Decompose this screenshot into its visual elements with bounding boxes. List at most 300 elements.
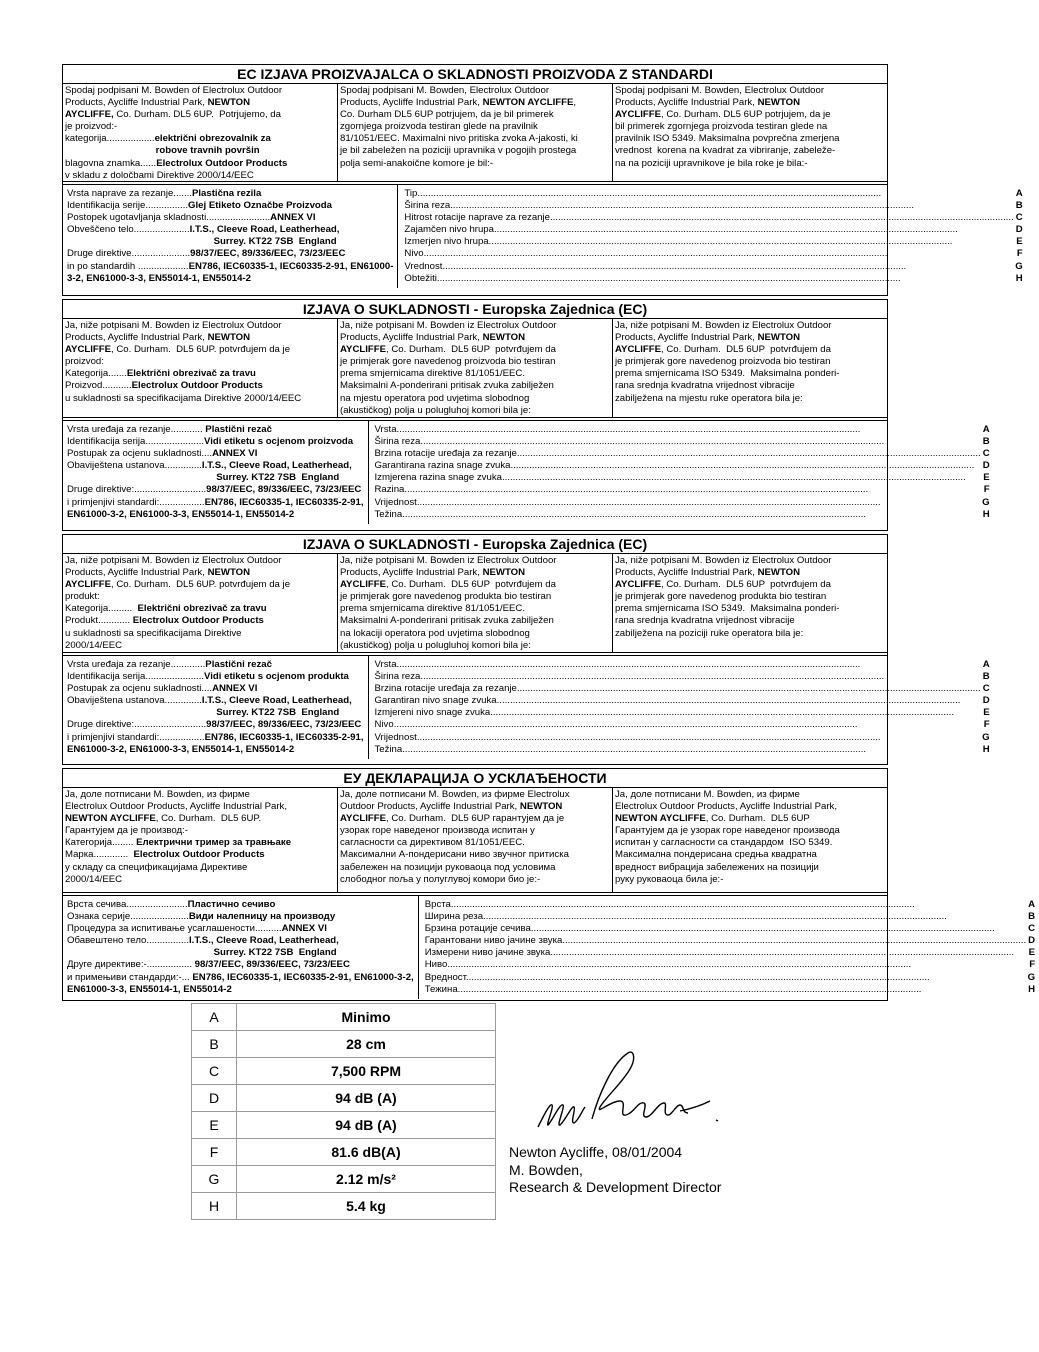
spec-value: 28 cm [237,1031,496,1058]
text-run: u sukladnosti sa specifikacijama Direktive [65,627,242,639]
declaration-columns [63,554,887,653]
text-run: ANNEX VI [212,683,258,695]
text-run: Obveščeno telo..................... [67,224,190,236]
parameter-row [375,448,990,460]
declaration-line [340,874,610,886]
parameter-label [425,899,1026,911]
text-run: EN786, IEC60335-1, IEC60335-2-91, EN61000- [188,260,394,272]
text-run: Гарантујем да је узорак горе наведеног производа [615,825,840,837]
text-run: Postupak za ocjenu sukladnosti.... [67,683,213,695]
text-run: i primjenjivi standardi:................. [67,496,205,508]
product-detail-line [67,659,364,671]
parameter-letter: D [1015,224,1023,236]
text-run: je primjerak gore navedenog proizvoda bio testiran [340,356,556,368]
parameter-name: Брзина ротације сечива [424,923,531,935]
spec-key: F [192,1139,237,1166]
parameter-letter: G [982,731,990,743]
product-detail-line [67,497,364,509]
parameter-letter: G [1027,971,1036,983]
leader-dots: .............................................................................................................................................................................. [393,719,858,731]
text-run: NEWTON [207,97,251,109]
text-run: blagovna znamka...... [65,157,157,169]
spec-row [192,1085,496,1112]
leader-dots: .............................................................................................................................................................................. [420,436,885,448]
declaration-line [65,97,335,109]
product-detail-line [67,683,364,695]
parameter-row [425,911,1035,923]
parameter-label [375,659,981,671]
parameter-list [369,421,994,524]
text-run: Vrsta naprave za rezanje....... [67,188,192,199]
declaration-column-1 [63,788,337,892]
declaration-column-1 [63,554,337,652]
parameter-row [425,923,1035,935]
declaration-line [65,133,335,145]
declaration-line [340,789,610,801]
text-run: Категорија........ [65,837,137,849]
parameter-letter: E [983,707,990,719]
text-run: 2000/14/EEC [65,639,123,651]
text-run: Products, Aycliffe Industrial Park, [65,97,208,109]
text-run: AYCLIFFE [615,109,662,121]
text-run: NEWTON [482,332,526,344]
leader-dots: .............................................................................................................................................................................. [402,508,867,520]
parameter-name: Vrsta [374,424,397,435]
parameter-row [375,683,990,695]
declaration-line [65,145,335,157]
text-run: AYCLIFFE [615,579,662,591]
declaration-line [65,356,335,368]
product-detail-line [67,460,364,472]
text-run: и примењиви стандарди:-... [67,971,193,983]
leader-dots: .............................................................................................................................................................................. [549,212,1014,224]
declaration-line [340,368,610,380]
text-run: Vidi etiketu s ocjenom proizvoda [204,436,354,448]
text-run: Products, Aycliffe Industrial Park, [65,567,208,579]
text-run: je primjerak gore navedenog proizvoda bio testiran [615,356,831,368]
spec-key: A [192,1004,237,1031]
text-run: 98/37/EEC, 89/336/EEC, 73/23/EEC [190,248,346,260]
text-run: I.T.S., Cleeve Road, Leatherhead, [189,224,340,236]
spec-row [192,1139,496,1166]
product-detail-line [67,707,364,719]
text-run: NEWTON [757,97,801,109]
text-run: NEWTON [757,332,801,344]
leader-dots: .............................................................................................................................................................................. [510,460,975,472]
product-detail-line [67,935,414,947]
parameter-row [425,935,1035,947]
leader-dots: .............................................................................................................................................................................. [420,671,885,683]
declaration-line [615,145,885,157]
text-run: prema smjernicama ISO 5349. Maksimalna ponderi- [615,368,840,380]
declaration-line [65,579,335,591]
leader-dots: .............................................................................................................................................................................. [442,260,907,272]
leader-dots: .............................................................................................................................................................................. [396,424,861,435]
text-run: Kategorija......... [65,603,138,615]
text-run: Ja, niže potpisani M. Bowden iz Electrolux Outdoor [65,555,282,566]
text-run: Spodaj podpisani M. Bowden, Electrolux Outdoor [615,85,825,96]
text-run [67,472,216,483]
text-run: EN786, IEC60335-1, IEC60335-2-91, EN61000-3-2, [192,971,414,983]
declaration-column-2 [337,84,612,181]
text-run: Električni obrezivač za travu [137,603,267,615]
declaration-line [65,380,335,392]
text-run: I.T.S., Cleeve Road, Leatherhead, [189,935,339,947]
parameter-label [425,972,1026,984]
declaration-line [340,813,610,825]
specification-details [63,185,1023,288]
declaration-line [340,332,610,344]
declaration-section-croatian-1 [62,299,990,531]
declaration-line [615,813,885,825]
declaration-line [65,158,335,170]
leader-dots: .............................................................................................................................................................................. [416,731,881,743]
parameter-letter: C [982,683,990,695]
declaration-line [615,874,885,886]
declaration-line [340,801,610,813]
product-detail-line [67,899,414,911]
parameter-letter: H [982,508,990,520]
declaration-line [65,640,335,652]
declaration-line [65,837,335,849]
declaration-line [65,813,335,825]
parameter-label [375,707,982,719]
text-run: 2000/14/EEC [65,873,123,885]
leader-dots: .............................................................................................................................................................................. [562,935,1027,947]
text-run: (akustičkog) polja u polugluhoj komori bila je: [340,404,531,416]
product-detail-line [67,911,414,923]
specification-details [63,656,990,759]
parameter-label [375,719,982,731]
declaration-line [340,628,610,640]
specification-table [191,1003,496,1220]
parameter-label [404,212,1013,224]
text-run: proizvod: [65,356,104,368]
parameter-letter: G [1015,260,1023,272]
spec-key: B [192,1031,237,1058]
text-run: robove travnih površin [155,145,260,157]
parameter-name: Вредност [424,971,466,983]
text-run: Plastični rezač [205,659,272,670]
declaration-line [615,615,885,627]
parameter-letter: E [1028,947,1036,959]
declaration-line [340,97,610,109]
text-run: Марка............. [65,849,134,861]
declaration-line [615,97,885,109]
leader-dots: .............................................................................................................................................................................. [496,695,961,707]
parameter-name: Hitrost rotacije naprave za rezanje [404,212,550,224]
declaration-line [65,874,335,886]
parameter-row [375,659,990,671]
parameter-label [375,509,981,521]
text-run: Maksimalni A-ponderirani pritisak zvuka zabilježen [340,380,554,392]
signature-role: Research & Development Director [509,1179,722,1195]
declaration-column-3 [612,84,887,181]
text-run: NEWTON [482,567,526,579]
text-run: Види налепницу на производу [188,911,336,923]
text-run [65,145,156,156]
spec-key: E [192,1112,237,1139]
text-run: Максимални А-пондерисани ниво звучног притиска [340,849,569,861]
parameter-letter: H [1028,983,1036,995]
declaration-line [340,603,610,615]
parameter-name: Garantiran nivo snage zvuka [374,695,497,707]
parameter-label [425,911,1026,923]
parameter-label [425,984,1026,996]
parameter-row [375,671,990,683]
text-run: ANNEX VI [281,923,327,935]
text-run: NEWTON AYCLIFFE [615,813,706,825]
text-run: prema smjernicama direktive 81/1051/EEC. [340,368,526,380]
text-run: Ja, niže potpisani M. Bowden iz Electrolux Outdoor [615,555,832,566]
parameter-letter: B [1015,200,1023,212]
text-run: Vrsta uređaja za rezanje............. [67,659,206,670]
parameter-name: Врста [424,899,451,910]
text-run: , Co. Durham. DL5 6UP potvrđujem da [386,579,556,591]
text-run: Surrey. KT22 7SB England [216,472,340,484]
parameter-row [425,972,1035,984]
declaration-line [340,591,610,603]
parameter-letter: F [1029,959,1036,971]
text-run: prema smjernicama ISO 5349. Maksimalna ponderi- [615,603,840,615]
text-run: Druge direktive:........................... [67,719,207,731]
parameter-label [425,947,1027,959]
text-run: , Co. Durham. DL5 6UP potvrđujem da [661,579,831,591]
text-run: je primjerak gore navedenog produkta bio testiran [615,591,827,603]
leader-dots: .............................................................................................................................................................................. [488,236,953,248]
product-detail-line [67,923,414,935]
leader-dots: .............................................................................................................................................................................. [465,971,930,983]
declaration-line [340,579,610,591]
text-run: Spodaj podpisani M. Bowden of Electrolux Outdoor [65,85,283,96]
spec-value: 94 dB (A) [237,1112,496,1139]
parameter-label [375,695,981,707]
declaration-line [615,862,885,874]
product-detail-line [67,984,414,996]
text-run: EN786, IEC60335-1, IEC60335-2-91, [204,731,364,743]
text-run: Ja, niže potpisani M. Bowden iz Electrolux Outdoor [340,320,557,331]
text-run [67,707,216,718]
parameter-name: Nivo [404,248,424,260]
product-detail-line [67,200,393,212]
text-run: Ja, niže potpisani M. Bowden iz Electrolux Outdoor [615,320,832,331]
parameter-letter: A [982,659,990,670]
text-run: Maksimalni A-ponderirani pritisak zvuka zabilježen [340,615,554,627]
text-run: NEWTON [519,801,563,813]
text-run: in po standardih ................... [67,260,189,272]
product-detail-line [67,448,364,460]
parameter-letter: D [982,460,990,472]
spec-value: 2.12 m/s² [237,1166,496,1193]
text-run: Products, Aycliffe Industrial Park, [615,332,758,344]
product-detail-line [67,424,364,436]
text-run: Electrolux Outdoor Products [132,615,264,627]
leader-dots: .............................................................................................................................................................................. [501,472,966,484]
text-run: Електрични тример за травњаке [136,837,292,849]
parameter-row [375,707,990,719]
spec-value: 5.4 kg [237,1193,496,1220]
spec-key: H [192,1193,237,1220]
parameter-row [375,484,990,496]
parameter-row [404,236,1022,248]
product-detail-line [67,695,364,707]
parameter-row [375,424,990,436]
text-run: I.T.S., Cleeve Road, Leatherhead, [201,695,352,707]
text-run: Products, Aycliffe Industrial Park, [340,332,483,344]
text-run: Surrey. KT22 7SB England [216,707,340,719]
spec-key: G [192,1166,237,1193]
declaration-line [65,603,335,615]
spec-value: 94 dB (A) [237,1085,496,1112]
declaration-columns [63,319,887,418]
text-run: Postopek ugotavljanja skladnosti........................ [67,212,271,224]
product-detail-line [67,261,393,273]
parameter-row [375,436,990,448]
declaration-line [340,344,610,356]
text-run: AYCLIFFE [340,813,387,825]
leader-dots: .............................................................................................................................................................................. [416,496,881,508]
parameter-row [375,732,990,744]
text-run: Products, Aycliffe Industrial Park, [65,332,208,344]
declaration-line [65,849,335,861]
parameter-letter: C [982,448,990,460]
text-run: Максимална пондерисана средња квадратна [615,849,817,861]
text-run: Surrey. KT22 7SB England [213,236,337,248]
declaration-column-3 [612,788,887,892]
declaration-line [615,591,885,603]
signature-block [509,1144,721,1197]
product-detail-line [67,224,393,236]
declaration-line [340,145,610,157]
text-run: ANNEX VI [212,448,258,460]
text-run: Гарантујем да је производ:- [65,825,188,837]
declaration-line [615,393,885,405]
text-run: сагласности са директивом 81/1051/EEC. [340,837,525,849]
section-title: EC IZJAVA PROIZVAJALCA O SKLADNOSTI PROIZVODA Z STANDARDI [63,65,887,84]
text-run: je proizvod:- [65,121,118,133]
parameter-label [375,744,981,756]
parameter-letter: A [982,424,990,435]
declaration-column-2 [337,319,612,417]
parameter-label [375,497,981,509]
text-run: NEWTON AYCLIFFE [482,97,574,109]
text-run: EN61000-3-2, EN61000-3-3, EN55014-1, EN55014-2 [67,508,295,520]
leader-dots: .............................................................................................................................................................................. [550,947,1015,959]
product-detail-line [67,248,393,260]
text-run: Пластично сечиво [187,899,276,910]
leader-dots: .............................................................................................................................................................................. [396,659,861,670]
parameter-label [404,188,1013,200]
text-run: AYCLIFFE [65,344,112,356]
text-run: Proizvod........... [65,380,132,392]
declaration-line [340,133,610,145]
section-title: IZJAVA O SUKLADNOSTI - Europska Zajednica (EC) [63,300,887,319]
declaration-column-3 [612,554,887,652]
declaration-line [340,567,610,579]
text-run: Električni obrezivač za travu [126,368,256,380]
declaration-line [615,801,885,813]
text-run: , Co. Durham. DL5 6UP гарантујем да је [386,813,565,825]
text-run: руку руковаоца била је:- [615,873,724,885]
parameter-row [425,899,1035,911]
declaration-line [615,380,885,392]
text-run: Vidi etiketu s ocjenom produkta [204,671,349,683]
product-detail-line [67,744,364,756]
parameter-label [375,484,982,496]
parameter-label [375,732,981,744]
text-run: у складу са спецификацијама Директиве [65,861,248,873]
parameter-row [375,695,990,707]
parameter-list [398,185,1026,288]
text-run: Druge direktive:........................... [67,484,207,496]
spec-row [192,1031,496,1058]
text-run: Kategorija....... [65,368,127,380]
parameter-name: Zajamčen nivo hrupa [404,224,494,236]
declaration-column-1 [63,84,337,181]
text-run: prema smjernicama direktive 81/1051/EEC. [340,603,526,615]
declaration-line [340,393,610,405]
parameter-name: Тежина [424,983,458,995]
parameter-row [375,497,990,509]
text-run: rana srednja kvadratna vrijednost vibracije [615,615,795,627]
parameter-letter: E [1016,236,1023,248]
text-run: i primjenjivi standardi:................. [67,731,205,743]
parameter-row [375,460,990,472]
parameter-name: Obtežiti [404,272,437,284]
leader-dots: .............................................................................................................................................................................. [450,200,915,212]
parameter-label [375,424,981,436]
declaration-line [615,344,885,356]
text-run: produkt: [65,591,100,603]
declaration-line [615,825,885,837]
parameter-letter: C [1028,923,1036,935]
parameter-label [404,200,1013,212]
parameter-letter: F [983,484,990,496]
parameter-name: Garantirana razina snage zvuka [374,460,511,472]
text-run: Spodaj podpisani M. Bowden, Electrolux Outdoor [340,85,550,96]
declaration-line [340,825,610,837]
text-run: , [573,97,577,109]
declaration-line [615,320,885,332]
parameter-label [375,671,981,683]
declaration-line [615,567,885,579]
text-run: 98/37/EEC, 89/336/EEC, 73/23/EEC [194,959,350,971]
text-run: vrednost korena na kvadrat za vibriranje, zabeleže- [615,145,836,157]
text-run: I.T.S., Cleeve Road, Leatherhead, [201,460,352,472]
text-run: Plastična rezila [191,188,262,199]
text-run: zabilježena na mjestu ruke operatora bila je: [615,392,803,404]
parameter-letter: B [1028,911,1036,923]
parameter-name: Razina [374,484,405,496]
parameter-label [425,935,1026,947]
text-run: EN61000-3-3, EN55014-1, EN55014-2 [67,983,232,995]
leader-dots: .............................................................................................................................................................................. [457,983,922,995]
declaration-columns [63,788,887,893]
declaration-line [615,628,885,640]
leader-dots: .............................................................................................................................................................................. [417,188,882,199]
text-run: Electrolux Outdoor Products, Aycliffe Industrial Park, [65,801,288,813]
text-run: Ја, доле потписани M. Bowden, из фирме [65,789,250,800]
declaration-line [615,356,885,368]
text-run: Electrolux Outdoor Products [131,380,263,392]
text-run: Процедура за испитивање усаглашености.......... [67,923,282,935]
parameter-row [375,509,990,521]
spec-row [192,1166,496,1193]
declaration-line [340,615,610,627]
text-run: AYCLIFFE [340,579,387,591]
declaration-line [615,158,885,170]
parameter-letter: D [1028,935,1036,947]
